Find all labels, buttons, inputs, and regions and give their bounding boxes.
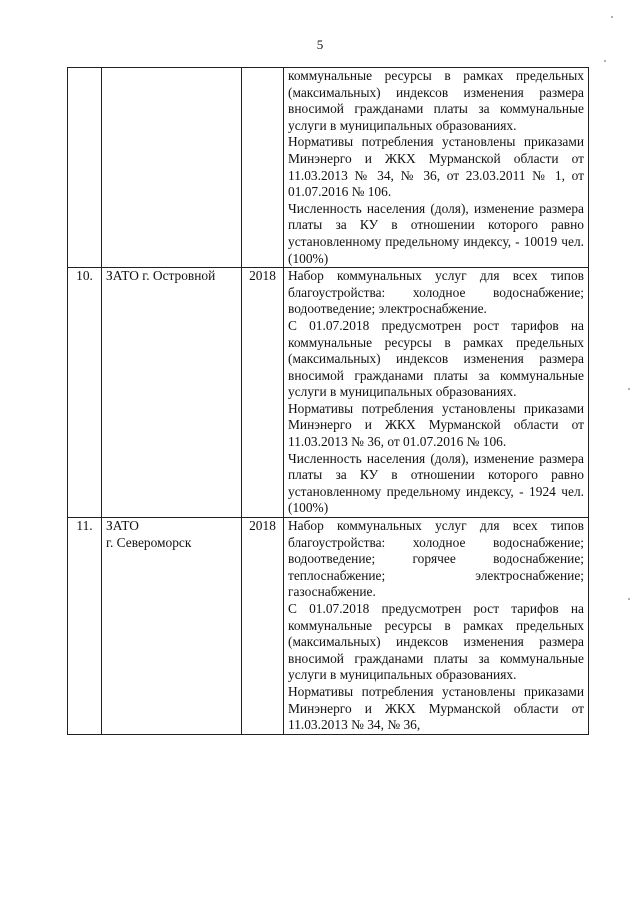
scan-speck: [628, 388, 630, 390]
year: 2018: [242, 268, 284, 518]
description: [284, 68, 589, 268]
description-paragraph: Набор коммунальных услуг для всех типов благоустройства: холодное водоснабжение; водоотведение; электроснабжение.: [288, 268, 584, 317]
description-paragraph: коммунальные ресурсы в рамках предельных (максимальных) индексов изменения размера вносимой гражданами платы за коммунальные услуги в муниципальных образованиях.: [288, 68, 584, 133]
municipality-name: [102, 268, 242, 518]
tariff-table: [67, 67, 589, 735]
description-paragraph: Нормативы потребления установлены приказами Минэнерго и ЖКХ Мурманской области от 11.03.2013 № 34, № 36,: [288, 683, 584, 733]
description-paragraph: Численность населения (доля), изменение размера платы за КУ в отношении которого равно установленному предельному индексу, - 1924 чел. (100%): [288, 450, 584, 516]
municipality-name: [102, 518, 242, 735]
description-paragraph: Набор коммунальных услуг для всех типов благоустройства: холодное водоснабжение; водоотведение; горячее водоснабжение; теплоснабжение; электроснабжение; газоснабжение.: [288, 518, 584, 600]
row-number: [68, 68, 102, 268]
scan-speck: [628, 598, 630, 600]
description-paragraph: Нормативы потребления установлены приказами Минэнерго и ЖКХ Мурманской области от 11.03.2013 № 36, от 01.07.2016 № 106.: [288, 400, 584, 450]
table-row: [68, 268, 589, 518]
description-paragraph: С 01.07.2018 предусмотрен рост тарифов на коммунальные ресурсы в рамках предельных (максимальных) индексов изменения размера вносимой гражданами платы за коммунальные услуги в муниципальных образованиях.: [288, 317, 584, 400]
page-number: 5: [316, 37, 324, 52]
description-paragraph: Численность населения (доля), изменение размера платы за КУ в отношении которого равно установленному предельному индексу, - 10019 чел. (100%): [288, 200, 584, 266]
municipality-name-line: ЗАТО: [106, 518, 139, 534]
year: 2018: [242, 518, 284, 735]
description-paragraph: С 01.07.2018 предусмотрен рост тарифов на коммунальные ресурсы в рамках предельных (максимальных) индексов изменения размера вносимой гражданами платы за коммунальные услуги в муниципальных образованиях.: [288, 601, 584, 683]
row-number: 10.: [68, 268, 102, 518]
description-paragraph: Нормативы потребления установлены приказами Минэнерго и ЖКХ Мурманской области от 11.03.2013 № 34, № 36, от 23.03.2011 № 1, от 01.07.2016 № 106.: [288, 134, 584, 200]
description: [284, 268, 589, 518]
municipality-name-line: ЗАТО г. Островной: [106, 268, 216, 284]
year: [242, 68, 284, 268]
municipality-name: [102, 68, 242, 268]
table-row: [68, 518, 589, 735]
description: [284, 518, 589, 735]
table-row: [68, 68, 589, 268]
municipality-name-line: г. Североморск: [106, 534, 192, 550]
row-number: 11.: [68, 518, 102, 735]
tariff-table-body: [68, 68, 589, 735]
scan-speck: [611, 16, 613, 18]
scan-speck: [604, 60, 606, 62]
